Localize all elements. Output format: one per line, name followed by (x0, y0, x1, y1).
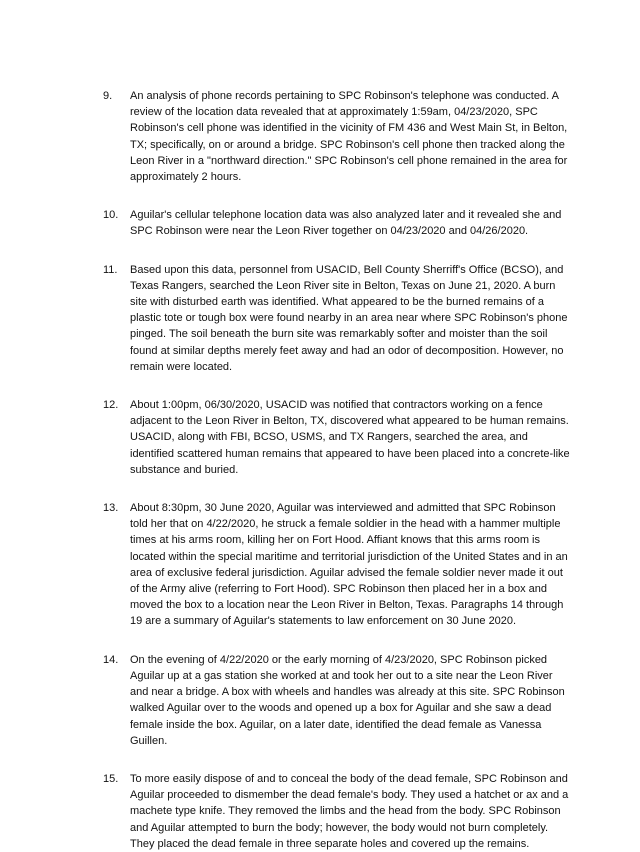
paragraph-9 (103, 88, 570, 185)
paragraph-text: On the evening of 4/22/2020 or the early morning of 4/23/2020, SPC Robinson picked Aguilar up at a gas station she worked at and took her out to a site near the Leon River and near a bridge. A box with wheels and handles was already at this site. SPC Robinson walked Aguilar over to the woods and opened up a box for Aguilar and she saw a dead female inside the box. Aguilar, on a later date, identified the dead female as Vanessa Guillen. (130, 653, 565, 747)
paragraph-14 (103, 652, 570, 749)
paragraph-text: To more easily dispose of and to conceal the body of the dead female, SPC Robinson and Aguilar proceeded to dismember the dead female's body. They used a hatchet or ax and a machete type knife. They removed the limbs and the head from the body. SPC Robinson and Aguilar attempted to burn the body; however, the body would not burn completely. They placed the dead female in three separate holes and covered up the remains. (130, 772, 569, 850)
paragraph-13 (103, 500, 570, 630)
paragraph-number: 11. (103, 263, 118, 276)
paragraph-number: 14. (103, 653, 119, 666)
paragraph-text: About 8:30pm, 30 June 2020, Aguilar was interviewed and admitted that SPC Robinson told her that on 4/22/2020, he struck a female soldier in the head with a hammer multiple times at his arms room, killing her on Fort Hood. Affiant knows that this arms room is located within the special maritime and territorial jurisdiction of the United States and in an area of exclusive federal jurisdiction. Aguilar advised the female soldier never made it out of the Army alive (referring to Fort Hood). SPC Robinson then placed her in a box and moved the box to a location near the Leon River in Belton, Texas. Paragraphs 14 through 19 are a summary of Aguilar's statements to law enforcement on 30 June 2020. (130, 502, 568, 628)
paragraph-number: 9. (103, 90, 113, 102)
paragraph-number: 15. (103, 772, 119, 785)
paragraph-number: 13. (103, 502, 119, 515)
paragraph-text: Aguilar's cellular telephone location data was also analyzed later and it revealed she and SPC Robinson were near the Leon River together on 04/23/2020 and 04/26/2020. (130, 209, 562, 238)
paragraph-number: 10. (103, 209, 119, 222)
paragraph-text: An analysis of phone records pertaining to SPC Robinson's telephone was conducted. A review of the location data revealed that at approximately 1:59am, 04/23/2020, SPC Robinson's cell phone was identified in the vicinity of FM 436 and West Main St, in Belton, TX; specifically, on or around a bridge. SPC Robinson's cell phone then tracked along the Leon River in a "northward direction." SPC Robinson's cell phone remained in the area for approximately 2 hours. (130, 90, 568, 184)
paragraph-text: About 1:00pm, 06/30/2020, USACID was notified that contractors working on a fence adjacent to the Leon River in Belton, TX, discovered what appeared to be human remains. USACID, along with FBI, BCSO, USMS, and TX Rangers, searched the area, and identified scattered human remains that appeared to have been placed into a concrete-like substance and buried. (130, 399, 570, 476)
paragraph-12 (103, 397, 570, 478)
paragraph-text: Based upon this data, personnel from USACID, Bell County Sherriff's Office (BCSO), and Texas Rangers, searched the Leon River site in Belton, Texas on June 21, 2020. A burn site with disturbed earth was identified. What appeared to be the burned remains of a plastic tote or tough box were found nearby in an area near where SPC Robinson's phone pinged. The soil beneath the burn site was remarkably softer and moister than the soil found at similar depths merely feet away and had an odor of decomposition. However, no remain were located. (130, 263, 568, 373)
paragraph-10 (103, 207, 570, 239)
paragraph-number: 12. (103, 399, 119, 412)
paragraph-11 (103, 262, 570, 375)
paragraph-15 (103, 771, 570, 852)
